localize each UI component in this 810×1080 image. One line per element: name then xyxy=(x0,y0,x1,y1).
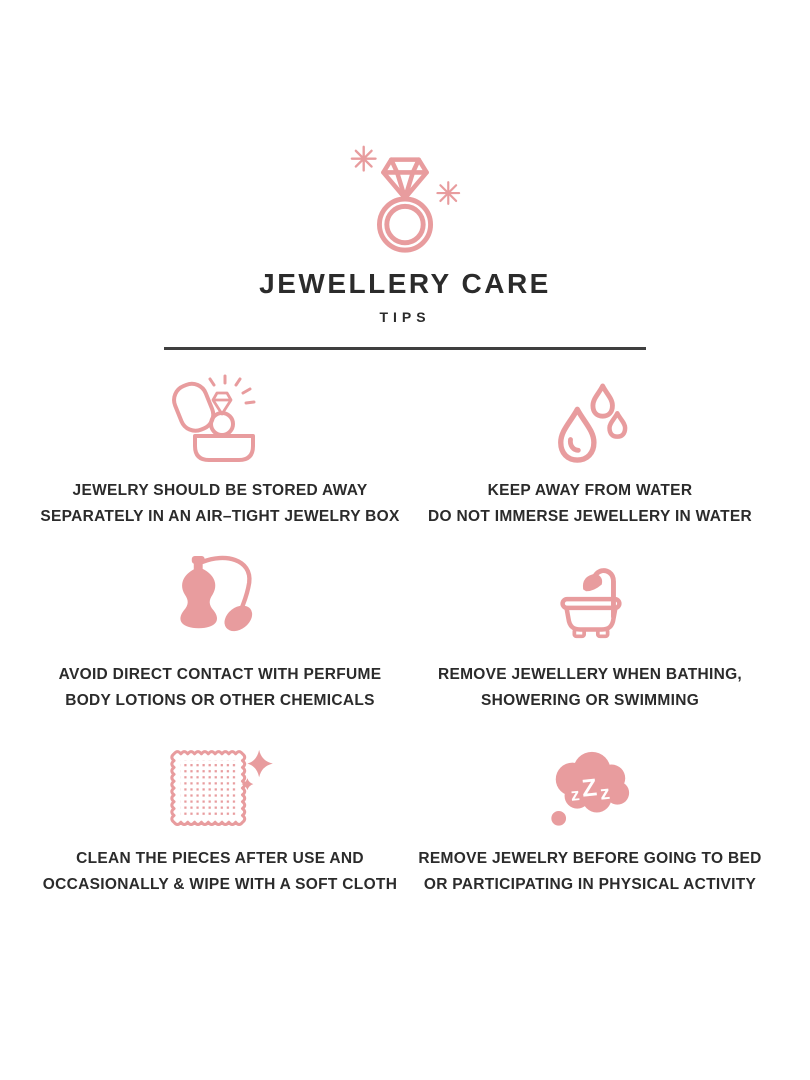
page-subtitle: TIPS xyxy=(379,309,431,325)
tip-line: SEPARATELY IN AN AIR–TIGHT JEWELRY BOX xyxy=(40,507,400,525)
tip-caption xyxy=(40,478,399,534)
tip-line: REMOVE JEWELLERY WHEN BATHING, xyxy=(437,666,743,683)
tip-line: CLEAN THE PIECES AFTER USE AND xyxy=(76,850,364,867)
svg-text:Z: Z xyxy=(580,774,599,803)
polishing-cloth-icon xyxy=(164,744,276,834)
tip-line: OCCASIONALLY & WIPE WITH A SOFT CLOTH xyxy=(42,875,398,893)
svg-text:z: z xyxy=(569,784,581,805)
tip-caption xyxy=(43,846,397,902)
tip-line: AVOID DIRECT CONTACT WITH PERFUME xyxy=(58,666,382,683)
sparkle-icon xyxy=(352,147,376,171)
tip-line: JEWELRY SHOULD BE STORED AWAY xyxy=(72,482,368,499)
jewelry-box-icon xyxy=(164,374,276,466)
tip-caption xyxy=(438,662,742,718)
tip-line: OR PARTICIPATING IN PHYSICAL ACTIVITY xyxy=(423,875,757,893)
sparkle-icon xyxy=(437,182,459,204)
tip-caption xyxy=(418,846,761,902)
page-title: JEWELLERY CARE xyxy=(259,268,551,299)
diamond-ring-icon xyxy=(346,142,464,254)
tip-storage xyxy=(35,350,405,534)
water-drops-icon xyxy=(551,380,629,466)
tip-caption xyxy=(59,662,382,718)
perfume-atomizer-icon xyxy=(161,553,279,650)
tip-cleaning xyxy=(35,718,405,902)
tip-caption xyxy=(428,478,752,534)
tip-line: KEEP AWAY FROM WATER xyxy=(487,482,693,499)
sleep-cloud-zzz-icon xyxy=(534,744,646,834)
tip-perfume xyxy=(35,534,405,718)
tip-line: DO NOT IMMERSE JEWELLERY IN WATER xyxy=(428,507,752,525)
svg-text:z: z xyxy=(598,781,612,805)
tip-bathing xyxy=(405,534,775,718)
tip-line: BODY LOTIONS OR OTHER CHEMICALS xyxy=(65,691,375,709)
tips-grid xyxy=(35,350,775,902)
tip-line: SHOWERING OR SWIMMING xyxy=(480,691,700,709)
poster-header xyxy=(0,0,810,350)
bathtub-shower-icon xyxy=(549,560,631,650)
tip-water xyxy=(405,350,775,534)
tip-bedtime xyxy=(405,718,775,902)
tip-line: REMOVE JEWELRY BEFORE GOING TO BED xyxy=(418,850,762,867)
sparkle-icon xyxy=(247,750,272,777)
